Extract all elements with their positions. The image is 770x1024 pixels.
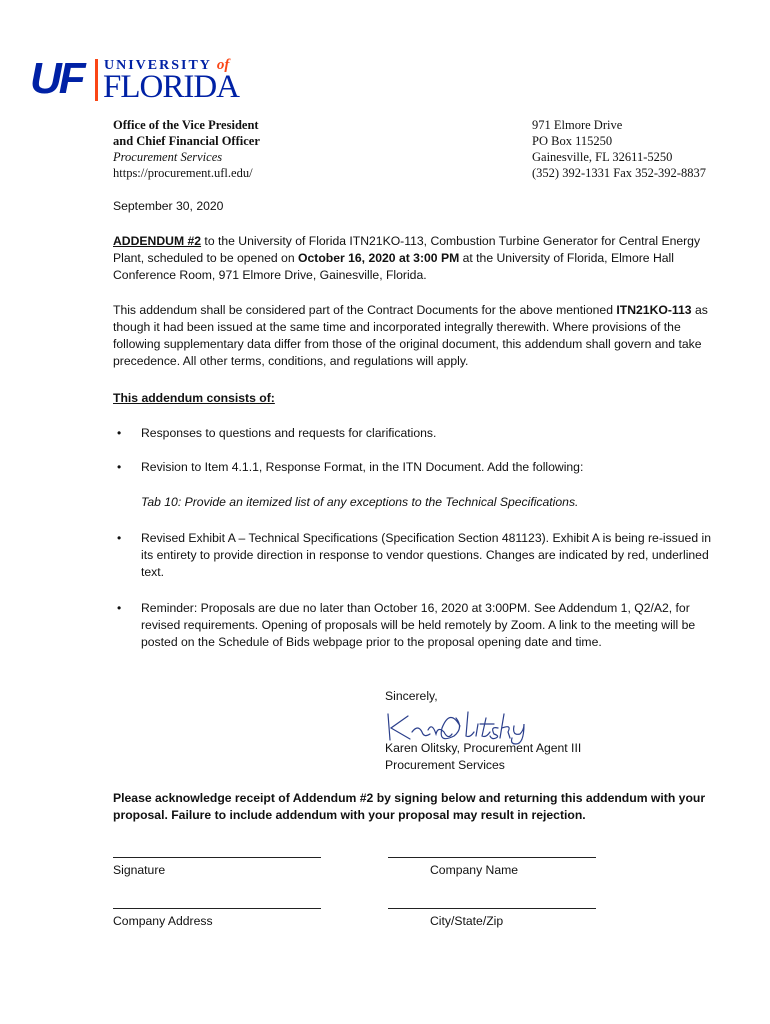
logo-florida-text: FLORIDA [103,69,240,105]
item-exhibit-a: Revised Exhibit A – Technical Specifications (Specification Section 481123). Exhibit A is being re-issued in its entirety to provide direction in response to vendor questions. Changes are indicated by red, underlined text. [141,531,711,579]
item-reminder: Reminder: Proposals are due no later than October 16, 2020 at 3:00PM. See Addendum 1, Q2/A2, for revised requirements. Opening of proposals will be held remotely by Zoom. A link to the meeting will be posted on the Schedule of Bids webpage prior to the proposal opening date and time. [141,601,696,649]
address-block [532,117,706,181]
logo-university-word: UNIVERSITY [104,58,212,73]
bullet-1: • [117,426,122,440]
letter-date: September 30, 2020 [113,199,224,213]
city-state-zip-label: City/State/Zip [430,914,504,928]
salutation: Sincerely, [385,689,438,703]
signature-line[interactable] [113,857,321,858]
scope-text-a: This addendum shall be considered part of the Contract Documents for the above mentioned [113,303,617,317]
signatory-name-title: Karen Olitsky, Procurement Agent III [385,741,582,755]
company-name-label: Company Name [430,863,519,877]
item-revision: Revision to Item 4.1.1, Response Format, in the ITN Document. Add the following: [141,460,584,474]
company-address-label: Company Address [113,914,213,928]
office-line-2: and Chief Financial Officer [113,134,260,148]
company-name-line[interactable] [388,857,596,858]
bullet-3: • [117,531,122,545]
signature-label: Signature [113,863,166,877]
city-state-zip: Gainesville, FL 32611-5250 [532,150,673,164]
department-name: Procurement Services [113,150,223,164]
addendum-intro [113,233,713,284]
item-revision-tab10: Tab 10: Provide an itemized list of any exceptions to the Technical Specifications. [141,495,579,509]
intro-text-b: at the University of Florida, Elmore Hall Conference Room, 971 Elmore Drive, Gainesville, Florida. [113,251,674,282]
opening-date: October 16, 2020 at 3:00 PM [298,251,460,265]
item-responses: Responses to questions and requests for clarifications. [141,426,437,440]
itn-number: ITN21KO-113 [616,303,692,317]
logo-divider [95,59,98,101]
logo-uf-mark: UF [30,54,83,103]
signatory-department: Procurement Services [385,758,505,772]
acknowledgement-notice: Please acknowledge receipt of Addendum #2 by signing below and returning this addendum with your proposal. Failure to include addendum with your proposal may result in rejection. [113,791,706,822]
addendum-label: ADDENDUM #2 [113,234,202,248]
po-box: PO Box 115250 [532,134,613,148]
sender-block [113,117,260,181]
intro-text-a: to the University of Florida ITN21KO-113, Combustion Turbine Generator for Central Energy Plant, scheduled to be opened on [113,234,701,265]
street-address: 971 Elmore Drive [532,118,623,132]
website-link[interactable]: https://procurement.ufl.edu/ [113,166,253,180]
phone-fax: (352) 392-1331 Fax 352-392-8837 [532,166,706,180]
university-logo [30,55,270,105]
bullet-4: • [117,601,122,615]
scope-text-b: as though it had been issued at the same time and incorporated integrally therewith. Where provisions of the following supplementary data differ from those of the original document, this addendum shall govern and take precedence. All other terms, conditions, and regulations will apply. [113,303,708,368]
office-line-1: Office of the Vice President [113,118,259,132]
bullet-2: • [117,460,122,474]
addendum-scope [113,302,713,370]
city-state-zip-line[interactable] [388,908,596,909]
company-address-line[interactable] [113,908,321,909]
consists-heading: This addendum consists of: [113,391,275,405]
logo-of-word: of [216,57,230,73]
